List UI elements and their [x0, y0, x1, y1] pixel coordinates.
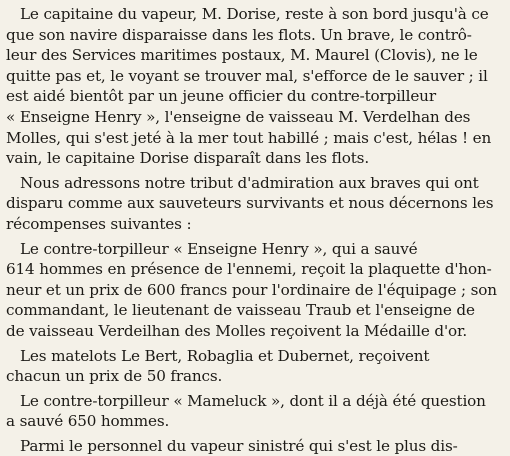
paragraph-enseigne-henry-award: [6, 239, 504, 342]
paragraph-mameluck: [6, 391, 504, 432]
text-line: commandant, le lieutenant de vaisseau Traub et l'enseigne de: [6, 301, 475, 320]
text-line: Le contre-torpilleur « Enseigne Henry », qui a sauvé: [20, 239, 418, 258]
text-line: leur des Services maritimes postaux, M. Maurel (Clovis), ne le: [6, 46, 478, 65]
paragraph-personnel: [6, 436, 504, 456]
text-line: de vaisseau Verdeilhan des Molles reçoivent la Médaille d'or.: [6, 321, 468, 340]
text-line: 614 hommes en présence de l'ennemi, reçoit la plaquette d'hon-: [6, 260, 492, 279]
text-line: « Enseigne Henry », l'enseigne de vaisseau M. Verdelhan des: [6, 107, 471, 126]
paragraph-captain-dorise: [6, 4, 504, 169]
paragraph-sailors-award: [6, 346, 504, 387]
text-line: a sauvé 650 hommes.: [6, 412, 170, 431]
text-line: neur et un prix de 600 francs pour l'ordinaire de l'équipage ; son: [6, 280, 497, 299]
text-line: quitte pas et, le voyant se trouver mal, s'efforce de le sauver ; il: [6, 66, 488, 85]
text-line: est aidé bientôt par un jeune officier du contre-torpilleur: [6, 87, 436, 106]
text-line: Nous adressons notre tribut d'admiration aux braves qui ont: [20, 173, 479, 192]
text-line: vain, le capitaine Dorise disparaît dans les flots.: [6, 149, 369, 168]
text-line: Molles, qui s'est jeté à la mer tout habillé ; mais c'est, hélas ! en: [6, 128, 492, 147]
text-line: disparu comme aux sauveteurs survivants et nous décernons les: [6, 194, 494, 213]
text-line: Le contre-torpilleur « Mameluck », dont il a déjà été question: [20, 391, 486, 410]
text-line: chacun un prix de 50 francs.: [6, 367, 223, 386]
text-line: Le capitaine du vapeur, M. Dorise, reste à son bord jusqu'à ce: [20, 5, 489, 23]
text-line: que son navire disparaisse dans les flots. Un brave, le contrô-: [6, 25, 472, 44]
text-line: Les matelots Le Bert, Robaglia et Dubernet, reçoivent: [20, 346, 430, 365]
paragraph-tribute: [6, 173, 504, 235]
text-line: Parmi le personnel du vapeur sinistré qui s'est le plus dis-: [20, 436, 458, 455]
text-line: récompenses suivantes :: [6, 214, 192, 233]
